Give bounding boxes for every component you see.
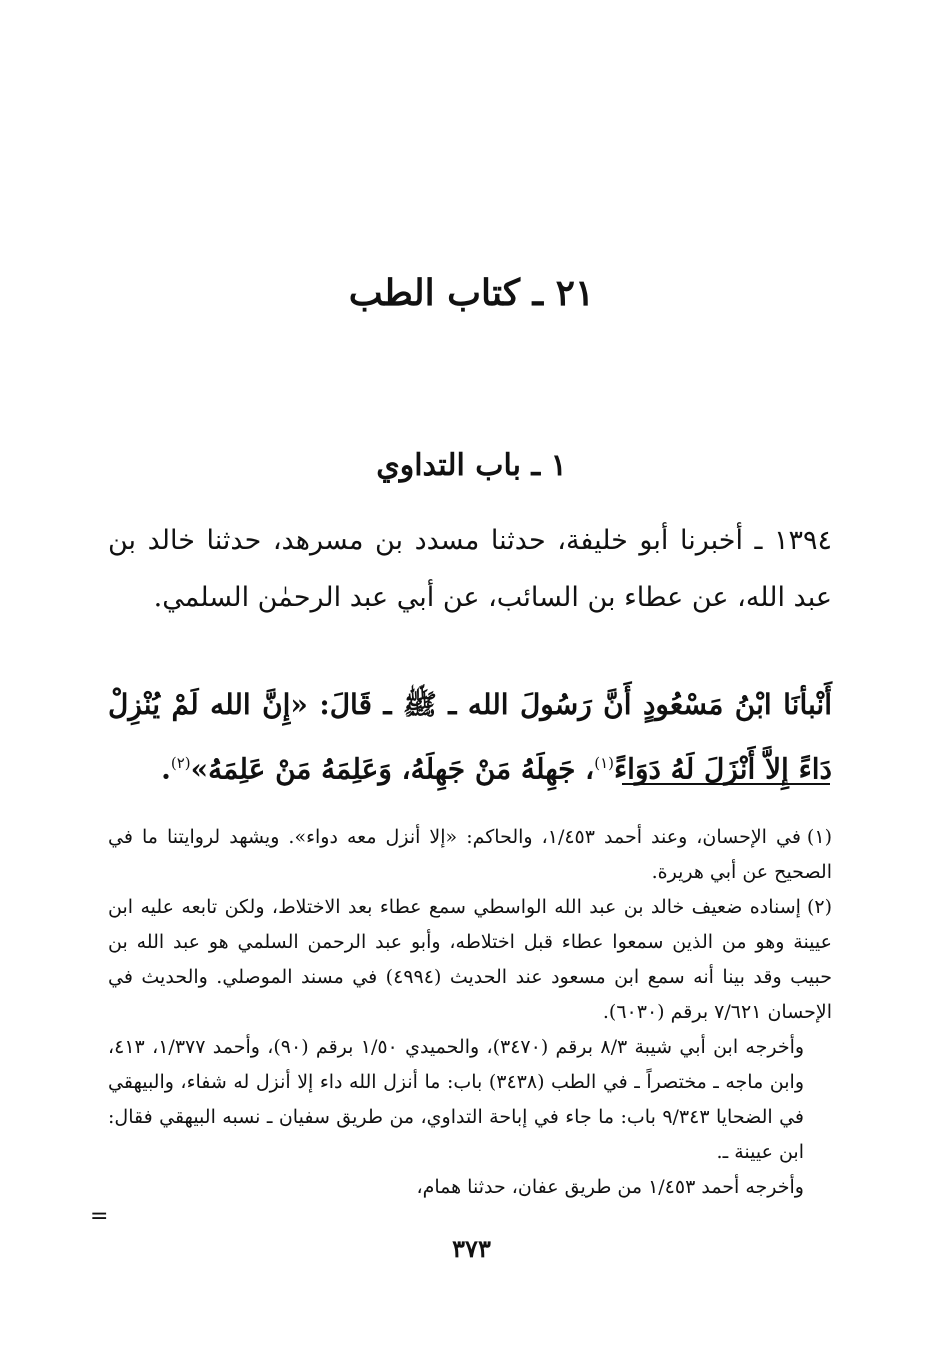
page-number: ٣٧٣	[452, 1234, 491, 1263]
footnote-ref-2: (٢)	[170, 754, 191, 772]
chapter-title: ٢١ ـ كتاب الطب	[348, 272, 595, 314]
footnote-2-paragraph-3: وأخرجه أحمد ١/٤٥٣ من طريق عفان، حدثنا همام،	[416, 1176, 804, 1198]
hadith-text	[108, 676, 832, 798]
footnote-2	[108, 890, 832, 1205]
footnote-2-paragraph-2: وأخرجه ابن أبي شيبة ٨/٣ برقم (٣٤٧٠)، والحميدي ١/٥٠ برقم (٩٠)، وأحمد ١/٣٧٧، ٤١٣، وابن ماجه ـ مختصراً ـ في الطب (٣٤٣٨) باب: ما أنزل الله داء إلا أنزل له شفاء، والبيهقي في الضحايا ٩/٣٤٣ باب: ما جاء في إباحة التداوي، من طريق سفيان ـ نسبه البيهقي فقال: ابن عيينة ـ.	[108, 1036, 805, 1163]
footnote-2-number: (٢)	[806, 896, 832, 918]
hadith-isnad: ١٣٩٤ ـ أخبرنا أبو خليفة، حدثنا مسدد بن مسرهد، حدثنا خالد بن عبد الله، عن عطاء بن السائب، عن أبي عبد الرحمٰن السلمي.	[108, 525, 832, 613]
section-title: ١ ـ باب التداوي	[376, 448, 567, 483]
hadith-part-2: ، جَهِلَهُ مَنْ جَهِلَهُ، وَعَلِمَهُ مَنْ عَلِمَهُ»	[190, 752, 595, 786]
hadith-part-1: أَنْبأنَا ابْنُ مَسْعُودٍ أَنَّ رَسُولَ الله ـ ﷺ ـ قَالَ: «إِنَّ الله لَمْ يُنْزِلْ دَاءً إِلاَّ أَنْزَلَ لَهُ دَوَاءً	[108, 688, 832, 786]
footnote-divider	[622, 783, 830, 785]
footnote-2-text: إسناده ضعيف خالد بن عبد الله الواسطي سمع عطاء بعد الاختلاط، ولكن تابعه عليه ابن عيينة وهو من الذين سمعوا عطاء قبل اختلاطه، وأبو عبد الرحمن السلمي هو عبد الله بن حبيب وقد بينا أنه سمع ابن مسعود عند الحديث (٤٩٩٤) في مسند الموصلي. والحديث في الإحسان ٧/٦٢١ برقم (٦٠٣٠).	[108, 896, 833, 1023]
footnote-1	[108, 820, 832, 890]
footnotes	[108, 820, 832, 1205]
footnote-1-number: (١)	[806, 826, 832, 848]
hadith-end: .	[161, 752, 171, 786]
continuation-marker: =	[90, 1204, 109, 1229]
footnote-1-text: في الإحسان، وعند أحمد ١/٤٥٣، والحاكم: «إلا أنزل معه دواء». ويشهد لروايتنا ما في الصحيح عن أبي هريرة.	[108, 826, 832, 883]
footnote-ref-1: (١)	[594, 754, 614, 772]
